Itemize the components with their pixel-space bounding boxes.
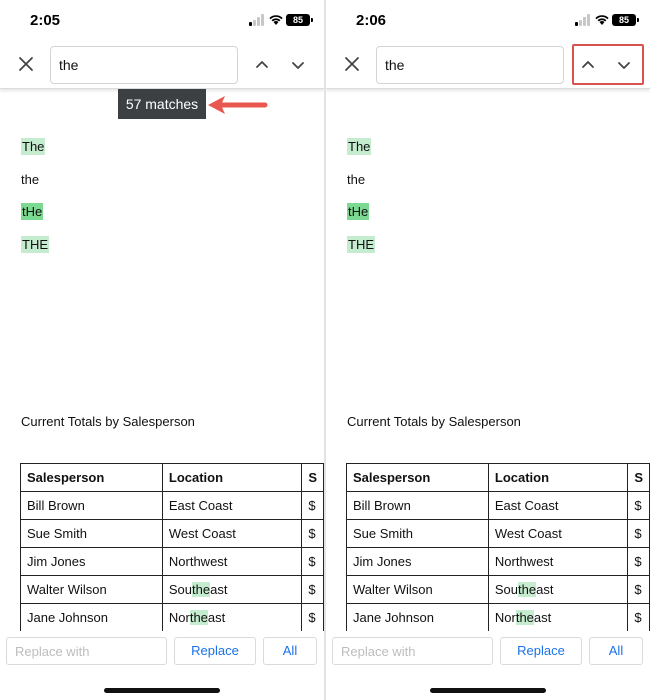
table-header-row	[21, 464, 324, 492]
column-header: Salesperson	[347, 464, 489, 492]
status-bar	[0, 0, 324, 42]
find-bar	[0, 42, 324, 89]
table-row	[347, 576, 650, 604]
cell-salesperson: Walter Wilson	[21, 576, 163, 604]
replace-bar	[326, 631, 650, 671]
column-header: Salesperson	[21, 464, 163, 492]
match-word: The	[22, 139, 45, 154]
chevron-down-icon[interactable]	[285, 52, 311, 78]
cell-third: $	[628, 492, 650, 520]
cell-third: $	[302, 604, 324, 632]
sales-table	[346, 463, 650, 632]
home-indicator[interactable]	[104, 688, 220, 693]
sales-table	[20, 463, 324, 632]
cell-third: $	[628, 604, 650, 632]
column-header: S	[628, 464, 650, 492]
table-row	[21, 548, 324, 576]
search-input[interactable]	[51, 47, 237, 83]
replace-bar	[0, 631, 324, 671]
cell-third: $	[302, 492, 324, 520]
cell-third: $	[628, 576, 650, 604]
status-time: 2:06	[356, 12, 387, 29]
section-heading: Current Totals by Salesperson	[21, 414, 195, 429]
screenshot-panel-left	[0, 0, 324, 700]
battery-icon: 85	[612, 14, 636, 26]
cell-location: West Coast	[162, 520, 301, 548]
cell-salesperson: Jane Johnson	[347, 604, 489, 632]
match-word: the	[347, 172, 366, 187]
home-indicator[interactable]	[430, 688, 546, 693]
table-row	[21, 492, 324, 520]
chevron-up-icon[interactable]	[249, 52, 275, 78]
column-header: Location	[488, 464, 627, 492]
cell-location: West Coast	[488, 520, 627, 548]
cell-salesperson: Walter Wilson	[347, 576, 489, 604]
cell-location: Northwest	[488, 548, 627, 576]
match-word: The	[348, 139, 371, 154]
column-header: S	[302, 464, 324, 492]
cell-salesperson: Sue Smith	[347, 520, 489, 548]
arrow-annotation-icon	[205, 94, 269, 116]
replace-button[interactable]: Replace	[500, 637, 582, 665]
match-word: THE	[348, 237, 374, 252]
cell-salesperson: Sue Smith	[21, 520, 163, 548]
cell-salesperson: Bill Brown	[21, 492, 163, 520]
wifi-icon	[268, 12, 284, 26]
close-icon[interactable]	[16, 54, 36, 74]
battery-icon: 85	[286, 14, 310, 26]
cell-salesperson: Jim Jones	[347, 548, 489, 576]
replace-all-button[interactable]: All	[589, 637, 643, 665]
cell-location: Northeast	[162, 604, 301, 632]
search-field[interactable]	[376, 46, 564, 84]
cell-salesperson: Jim Jones	[21, 548, 163, 576]
cell-location: Northwest	[162, 548, 301, 576]
close-icon[interactable]	[342, 54, 362, 74]
cell-salesperson: Bill Brown	[347, 492, 489, 520]
status-bar	[326, 0, 650, 42]
cell-location: Southeast	[162, 576, 301, 604]
table-row	[347, 548, 650, 576]
cell-third: $	[628, 520, 650, 548]
match-word: the	[21, 172, 40, 187]
cell-location: East Coast	[162, 492, 301, 520]
replace-input[interactable]	[7, 638, 166, 664]
table-row	[347, 520, 650, 548]
replace-field[interactable]	[332, 637, 493, 665]
wifi-icon	[594, 12, 610, 26]
match-word-current: tHe	[348, 204, 369, 219]
table-row	[21, 604, 324, 632]
find-bar	[326, 42, 650, 89]
status-time: 2:05	[30, 12, 61, 29]
search-field[interactable]	[50, 46, 238, 84]
table-header-row	[347, 464, 650, 492]
cell-location: Northeast	[488, 604, 627, 632]
annotation-highlight-box	[572, 44, 644, 85]
signal-icon	[575, 14, 592, 26]
cell-third: $	[302, 576, 324, 604]
table-row	[21, 520, 324, 548]
cell-third: $	[302, 548, 324, 576]
cell-location: East Coast	[488, 492, 627, 520]
cell-salesperson: Jane Johnson	[21, 604, 163, 632]
column-header: Location	[162, 464, 301, 492]
table-row	[347, 604, 650, 632]
table-row	[347, 492, 650, 520]
section-heading: Current Totals by Salesperson	[347, 414, 521, 429]
replace-all-button[interactable]: All	[263, 637, 317, 665]
match-count-tooltip: 57 matches	[118, 89, 206, 119]
signal-icon	[249, 14, 266, 26]
replace-button[interactable]: Replace	[174, 637, 256, 665]
screenshot-panel-right	[326, 0, 650, 700]
cell-third: $	[302, 520, 324, 548]
replace-field[interactable]	[6, 637, 167, 665]
table-row	[21, 576, 324, 604]
cell-location: Southeast	[488, 576, 627, 604]
search-input[interactable]	[377, 47, 563, 83]
match-word-current: tHe	[22, 204, 43, 219]
cell-third: $	[628, 548, 650, 576]
match-word: THE	[22, 237, 48, 252]
replace-input[interactable]	[333, 638, 492, 664]
